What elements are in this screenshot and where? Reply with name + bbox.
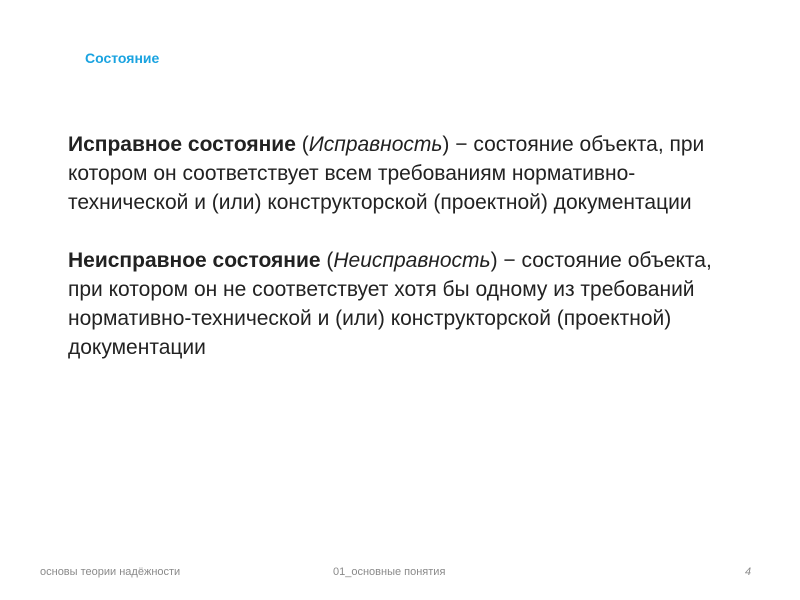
definition-term: Исправное состояние — [68, 133, 296, 156]
footer-course-name: основы теории надёжности — [40, 566, 181, 578]
definition-text: состояние объекта, при котором он соответствует всем требованиям нормативно-технической и (или) конструкторской (проектной) документации — [68, 133, 705, 214]
definition-term: Неисправное состояние — [68, 249, 321, 272]
definition-serviceable — [68, 130, 728, 217]
slide-title: Состояние — [85, 50, 160, 66]
definition-open-paren: ( — [320, 249, 334, 272]
footer-page-number: 4 — [745, 566, 752, 578]
definition-close-dash: ) − — [490, 249, 522, 272]
slide-content — [68, 130, 728, 391]
definition-synonym: Неисправность — [333, 249, 491, 272]
definition-close-dash: ) − — [442, 133, 474, 156]
definition-faulty — [68, 246, 728, 362]
footer-section-name: 01_основные понятия — [333, 566, 446, 578]
definition-synonym: Исправность — [308, 133, 443, 156]
definition-text: состояние объекта, при котором он не соответствует хотя бы одному из требований нормативно-технической и (или) конструкторской (проектной) документации — [68, 249, 712, 359]
definition-open-paren: ( — [295, 133, 309, 156]
